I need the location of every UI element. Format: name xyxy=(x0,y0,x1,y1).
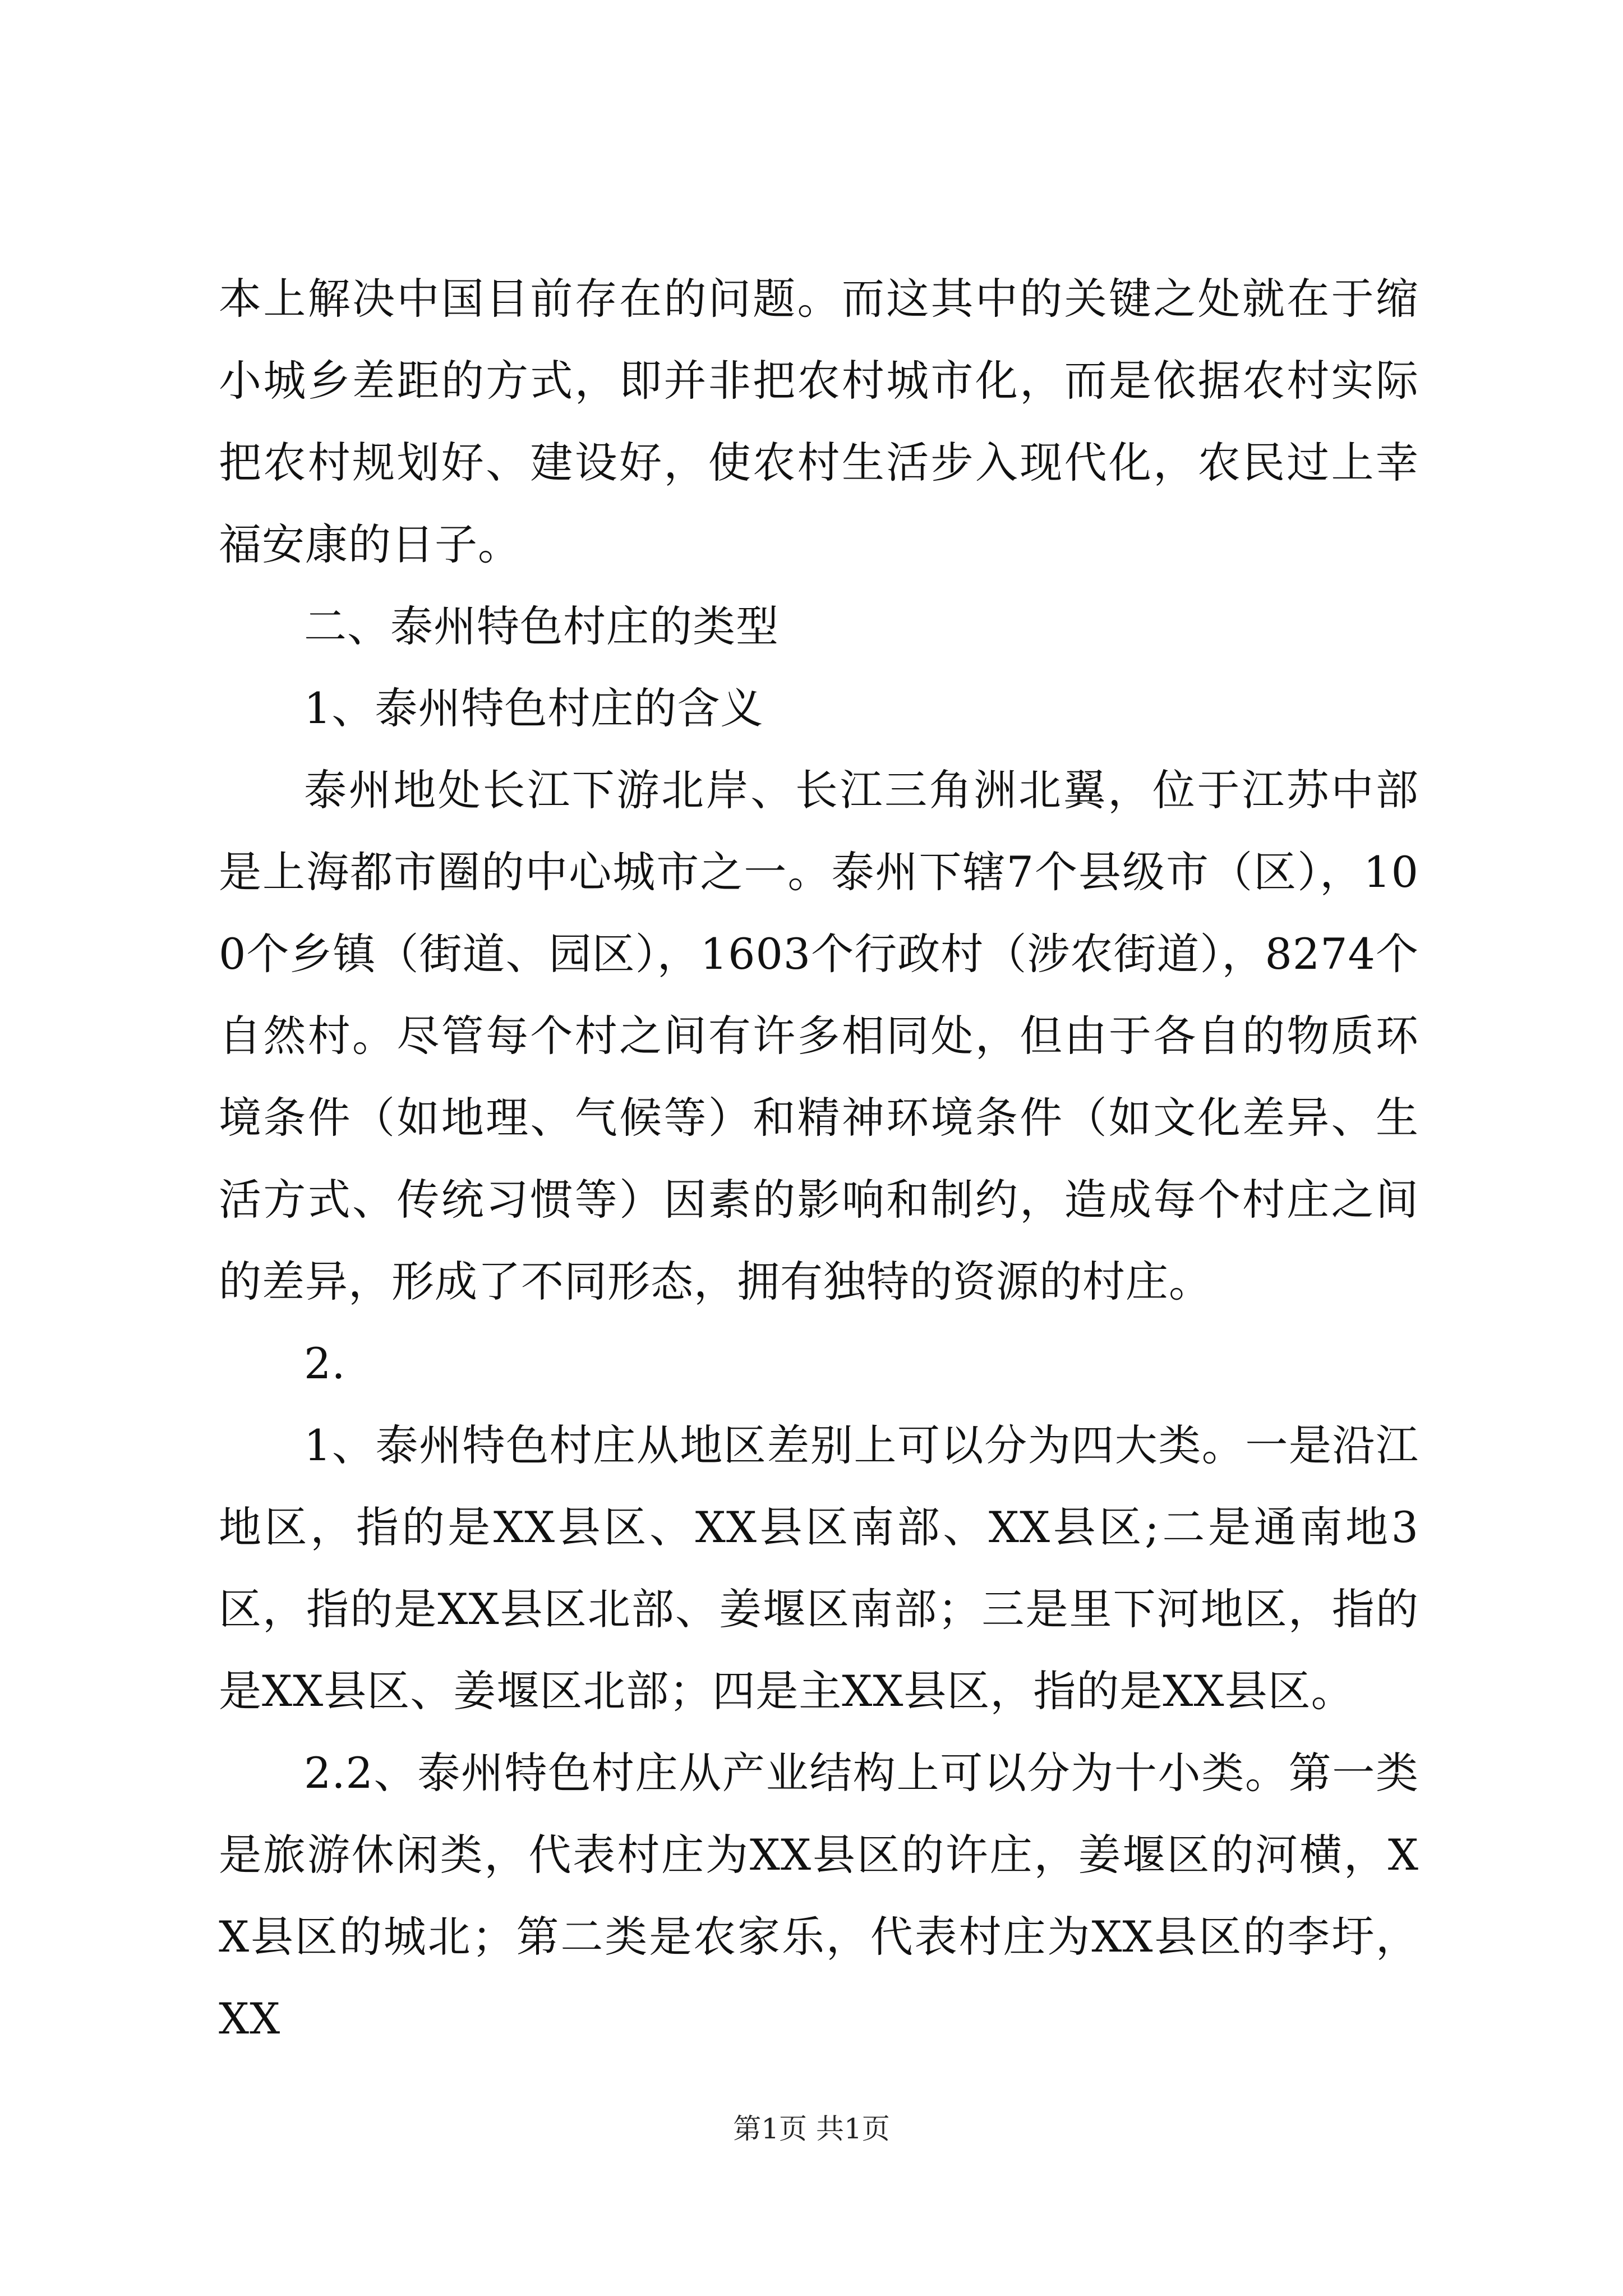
section-heading: 二、泰州特色村庄的类型 xyxy=(304,601,779,651)
page-footer: 第1页 共1页 xyxy=(733,2113,890,2145)
subsection-heading: 1、泰州特色村庄的含义 xyxy=(304,683,764,733)
subsection-number: 2. xyxy=(304,1338,346,1388)
paragraph-taizhou-overview: 泰州地处长江下游北岸、长江三角洲北翼，位于江苏中部是上海都市圈的中心城市之一。泰州下辖7个县级市（区），100个乡镇（街道、园区），1603个行政村（涉农街道），8274个自然村。尽管每个村之间有许多相同处，但由于各自的物质环境条件（如地理、气候等）和精神环境条件（如文化差异、生活方式、传统习惯等）因素的影响和制约，造成每个村庄之间的差异，形成了不同形态，拥有独特的资源的村庄。 xyxy=(219,765,1419,1306)
paragraph-regional-types: 1、泰州特色村庄从地区差别上可以分为四大类。一是沿江地区，指的是XX县区、XX县区南部、XX县区;二是通南地3区，指的是XX县区北部、姜堰区南部；三是里下河地区，指的是XX县区、姜堰区北部；四是主XX县区，指的是XX县区。 xyxy=(219,1420,1419,1716)
paragraph-industry-types: 2.2、泰州特色村庄从产业结构上可以分为十小类。第一类是旅游休闲类，代表村庄为XX县区的许庄，姜堰区的河横，XX县区的城北；第二类是农家乐，代表村庄为XX县区的李圩，XX xyxy=(219,1748,1419,2044)
document-body xyxy=(219,258,1419,2060)
paragraph-continuation: 本上解决中国目前存在的问题。而这其中的关键之处就在于缩小城乡差距的方式，即并非把农村城市化，而是依据农村实际把农村规划好、建设好，使农村生活步入现代化，农民过上幸福安康的日子。 xyxy=(219,274,1419,569)
